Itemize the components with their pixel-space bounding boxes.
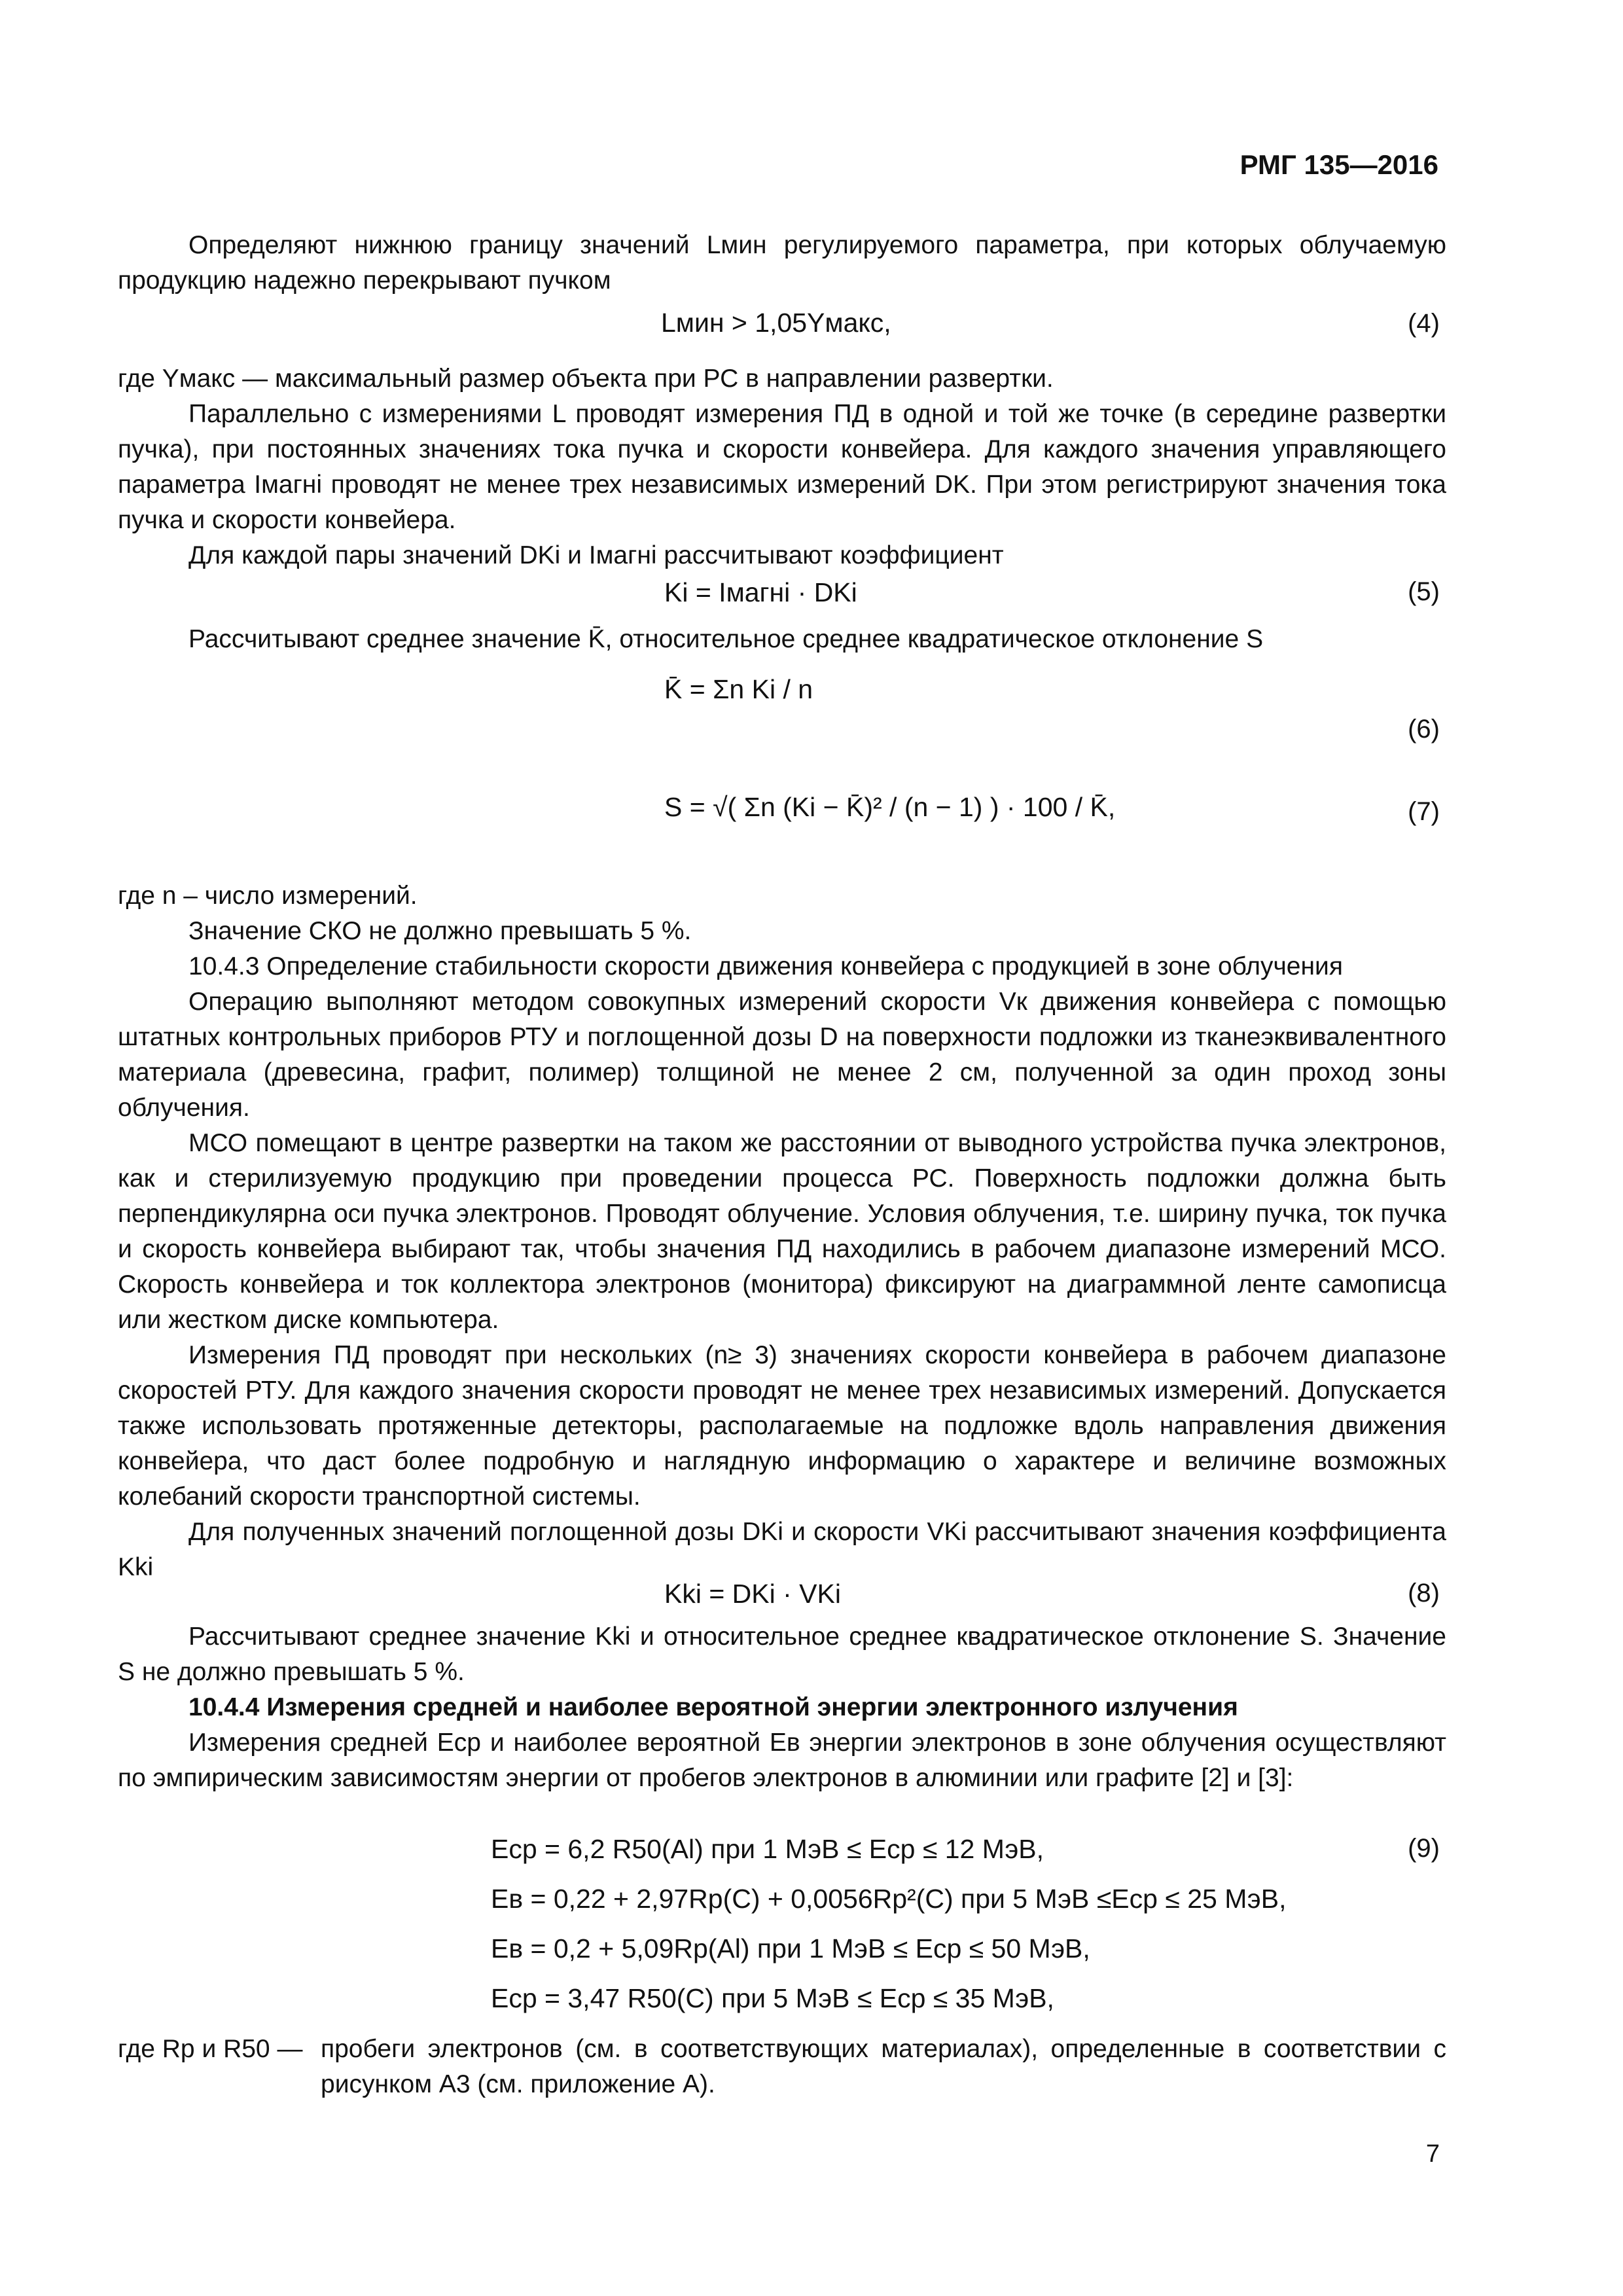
formula-number-6: (6) [1408, 715, 1440, 744]
formula-number-7: (7) [1408, 797, 1440, 826]
formula-9d: Eср = 3,47 R50(C) при 5 МэВ ≤ Eср ≤ 35 МэВ, [491, 1983, 1054, 2013]
paragraph-where-n: где n – число измерений. [118, 882, 418, 910]
paragraph-coefficient: Для полученных значений поглощенной дозы DKi и скорости VKi рассчитывают значения коэффициента Kki [118, 1518, 1446, 1581]
formula-9b: Eв = 0,22 + 2,97Rp(C) + 0,0056Rp²(C) при 5 МэВ ≤Eср ≤ 25 МэВ, [491, 1884, 1287, 1914]
formula-number-5: (5) [1408, 577, 1440, 606]
formula-number-4: (4) [1408, 309, 1440, 338]
paragraph-each-pair: Для каждой пары значений DKi и Iмагнi рассчитывают коэффициент [188, 541, 1004, 569]
paragraph-energy-measurements: Измерения средней Eср и наиболее вероятной Eв энергии электронов в зоне облучения осуществляют по эмпирическим зависимостям энергии от пробегов электронов в алюминии или графите [2] и [3]: [118, 1729, 1446, 1792]
paragraph-pd-measurements: Измерения ПД проводят при нескольких (n≥ 3) значениях скорости конвейера в рабочем диапазоне скоростей РТУ. Для каждого значения скорости проводят не менее трех независимых измерений. Допускается также использовать протяженные детекторы, располагаемые на подложке вдоль направления движения конвейера, что даст более подробную и наглядную информацию о характере и величине возможных колебаний скорости транспортной системы. [118, 1341, 1446, 1511]
formula-9a: Eср = 6,2 R50(Al) при 1 МэВ ≤ Eср ≤ 12 МэВ, [491, 1834, 1044, 1864]
formula-9c: Eв = 0,2 + 5,09Rp(Al) при 1 МэВ ≤ Eср ≤ 50 МэВ, [491, 1933, 1090, 1964]
formula-number-9: (9) [1408, 1834, 1440, 1863]
formula-4: Lмин > 1,05Yмакс, [661, 308, 891, 338]
paragraph-operation: Операцию выполняют методом совокупных измерений скорости Vк движения конвейера с помощью штатных контрольных приборов РТУ и поглощенной дозы D на поверхности подложки из тканеэквивалентного материала (древесина, графит, полимер) толщиной не менее 2 см, полученной за один проход зоны облучения. [118, 988, 1446, 1122]
section-heading-10-4-3: 10.4.3 Определение стабильности скорости движения конвейера с продукцией в зоне облучения [188, 952, 1343, 980]
formula-5: Ki = Iмагнi · DKi [664, 577, 857, 607]
where-term: где Rp и R50 — [118, 2035, 303, 2063]
paragraph-mean-value: Рассчитывают среднее значение K̄, относительное среднее квадратическое отклонение S [188, 625, 1264, 653]
paragraph-parallel-measurements: Параллельно с измерениями L проводят измерения ПД в одной и той же точке (в середине развертки пучка), при постоянных значениях тока пучка и скорости конвейера. Для каждого значения управляющего параметра Iмагнi проводят не менее трех независимых измерений DK. При этом регистрируют значения тока пучка и скорости конвейера. [118, 400, 1446, 534]
where-definition: пробеги электронов (см. в соответствующих материалах), определенные в соответствии с рисунком А3 (см. приложение А). [321, 2035, 1446, 2098]
paragraph-lower-bound: Определяют нижнюю границу значений Lмин регулируемого параметра, при которых облучаемую продукцию надежно перекрывают пучком [118, 231, 1446, 295]
paragraph-sko-limit: Значение СКО не должно превышать 5 %. [188, 917, 692, 945]
where-rp-r50 [118, 2032, 1446, 2102]
paragraph-mso-placement: МСО помещают в центре развертки на таком же расстоянии от выводного устройства пучка электронов, как и стерилизуемую продукцию при проведении процесса РС. Поверхность подложки должна быть перпендикулярна оси пучка электронов. Проводят облучение. Условия облучения, т.е. ширину пучка, ток пучка и скорость конвейера выбирают так, чтобы значения ПД находились в рабочем диапазоне измерений МСО. Скорость конвейера и ток коллектора электронов (монитора) фиксируют на диаграммной ленте самописца или жестком диске компьютера. [118, 1129, 1446, 1334]
paragraph-mean-kk: Рассчитывают среднее значение Kki и относительное среднее квадратическое отклонение S. Значение S не должно превышать 5 %. [118, 1623, 1446, 1686]
formula-number-8: (8) [1408, 1579, 1440, 1607]
formula-6: K̄ = Σn Ki / n [664, 674, 813, 704]
section-heading-10-4-4: 10.4.4 Измерения средней и наиболее вероятной энергии электронного излучения [188, 1693, 1238, 1721]
page-number: 7 [1425, 2140, 1440, 2168]
formula-8: Kki = DKi · VKi [664, 1579, 841, 1609]
formula-7: S = √( Σn (Ki − K̄)² / (n − 1) ) · 100 / K̄, [664, 792, 1116, 822]
paragraph-where-ymax: где Yмакс — максимальный размер объекта при РС в направлении развертки. [118, 365, 1054, 393]
document-code-header: РМГ 135—2016 [1240, 149, 1438, 180]
